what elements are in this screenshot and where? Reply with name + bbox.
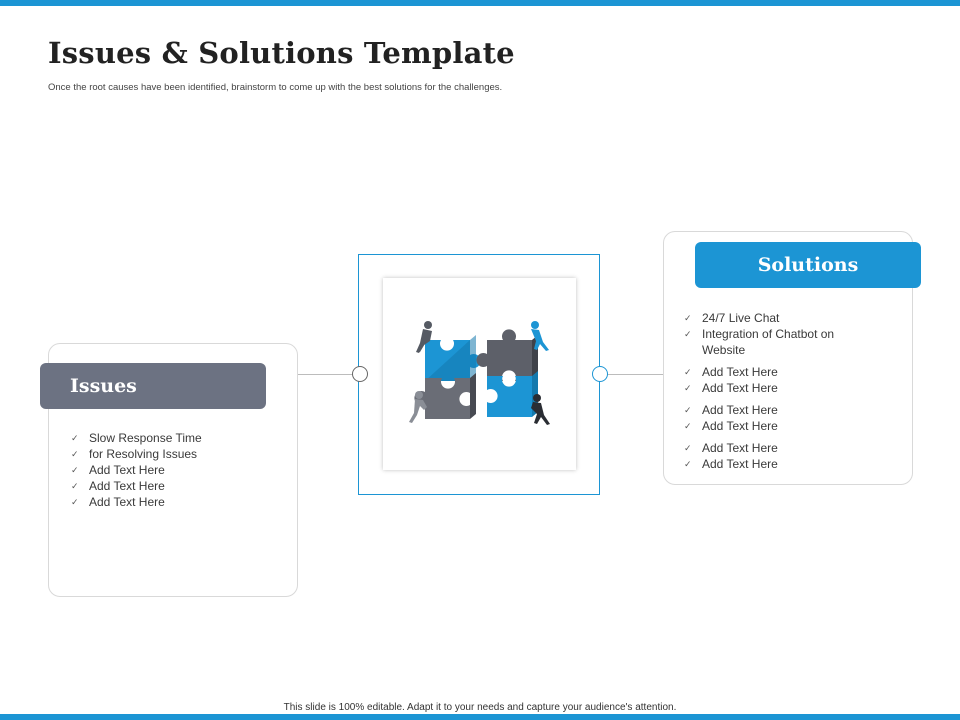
list-item-text: Add Text Here [89,479,165,493]
person-pushing-bottom-right [531,394,550,425]
bottom-accent-bar [0,714,960,720]
check-icon: ✓ [684,421,692,431]
list-item-text: Add Text Here [702,441,778,455]
solutions-header [695,242,921,288]
list-item-text: Add Text Here [702,403,778,417]
list-item [71,478,281,494]
slide-footer: This slide is 100% editable. Adapt it to your needs and capture your audience's attention. [283,702,677,713]
list-item-text: Slow Response Time [89,431,202,445]
puzzle-piece-blue-bottom-right [487,371,538,417]
list-item [71,430,281,446]
list-item [71,462,281,478]
puzzle-teamwork-icon [383,278,576,470]
list-item [684,342,884,358]
check-icon: ✓ [684,459,692,469]
list-item [684,418,884,434]
list-item [71,494,281,510]
issues-header-label: Issues [70,375,137,397]
check-icon: ✓ [71,497,79,507]
list-item [684,380,884,396]
list-item [684,456,884,472]
check-icon: ✓ [71,465,79,475]
puzzle-piece-gray-top-right [476,329,538,381]
slide-title: Issues & Solutions Template [48,36,515,70]
list-item-text: Add Text Here [702,381,778,395]
list-item-text: Add Text Here [702,419,778,433]
list-item-text: 24/7 Live Chat [702,311,780,325]
list-item-text: Integration of Chatbot on [702,327,835,341]
center-image-box [383,278,576,470]
right-connector-line [600,374,663,375]
list-item [684,364,884,380]
list-item [684,440,884,456]
check-spacer [684,342,702,358]
list-item-text: Add Text Here [702,457,778,471]
list-item-text: Add Text Here [89,463,165,477]
solutions-header-label: Solutions [757,254,859,276]
check-icon: ✓ [684,367,692,377]
check-icon: ✓ [71,433,79,443]
list-item [684,402,884,418]
list-item-text: Website [702,343,746,357]
left-connector-line [298,374,358,375]
check-icon: ✓ [684,313,692,323]
list-item-text: for Resolving Issues [89,447,198,461]
check-icon: ✓ [684,443,692,453]
list-item-text: Add Text Here [702,365,778,379]
check-icon: ✓ [684,329,692,339]
list-item [684,310,884,326]
list-item [71,446,281,462]
top-accent-bar [0,0,960,6]
check-icon: ✓ [684,405,692,415]
list-item [684,326,884,342]
left-connector-node [352,366,368,382]
right-connector-node [592,366,608,382]
slide-subtitle: Once the root causes have been identified, brainstorm to come up with the best solutions for the challenges. [48,82,503,93]
puzzle-piece-blue-top-left [425,335,481,381]
check-icon: ✓ [71,449,79,459]
solutions-list [684,310,884,472]
issues-header [40,363,266,409]
check-icon: ✓ [71,481,79,491]
check-icon: ✓ [684,383,692,393]
list-item-text: Add Text Here [89,495,165,509]
issues-list [71,430,281,510]
